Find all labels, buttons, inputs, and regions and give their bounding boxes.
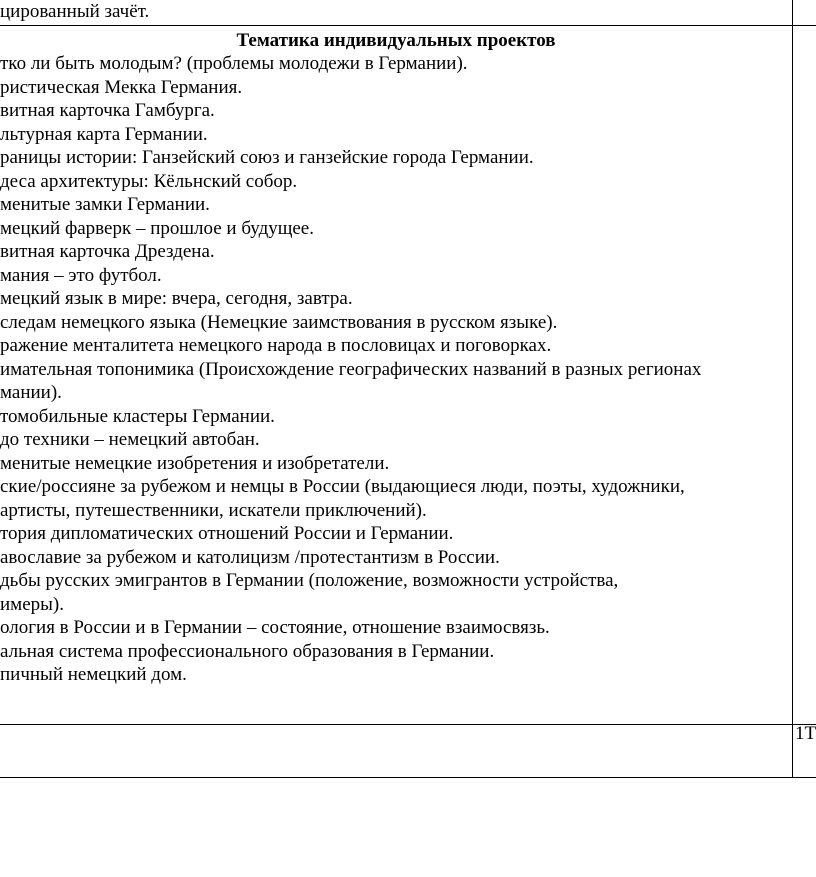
list-item: имеры). bbox=[0, 593, 64, 615]
list-item: дьбы русских эмигрантов в Германии (положение, возможности устройства, bbox=[0, 570, 619, 591]
list-item: витная карточка Гамбурга. bbox=[0, 100, 215, 121]
list-item: следам немецкого языка (Немецкие заимствования в русском языке). bbox=[0, 311, 558, 333]
list-item: пичный немецкий дом. bbox=[0, 664, 187, 685]
list-item: менитые немецкие изобретения и изобретатели. bbox=[0, 452, 390, 474]
list-item: томобильные кластеры Германии. bbox=[0, 405, 275, 427]
bottom-right-cell-text: 1Т bbox=[795, 723, 816, 744]
list-item: менитые замки Германии. bbox=[0, 194, 210, 215]
project-topic-list bbox=[0, 52, 792, 687]
list-item: мания – это футбол. bbox=[0, 264, 162, 286]
list-item: ристическая Мекка Германия. bbox=[0, 76, 243, 98]
list-item: ология в России и в Германии – состояние, отношение взаимосвязь. bbox=[0, 617, 550, 638]
list-item: авославие за рубежом и католицизм /протестантизм в России. bbox=[0, 546, 500, 568]
list-item: ражение менталитета немецкого народа в пословицах и поговорках. bbox=[0, 335, 552, 356]
list-item: витная карточка Дрездена. bbox=[0, 241, 215, 262]
list-item: мецкий язык в мире: вчера, сегодня, завтра. bbox=[0, 288, 353, 309]
list-item: ские/россияне за рубежом и немцы в России (выдающиеся люди, поэты, художники, bbox=[0, 476, 685, 497]
section-title: Тематика индивидуальных проектов bbox=[236, 30, 556, 51]
list-item: мании). bbox=[0, 382, 62, 403]
list-item: альная система профессионального образования в Германии. bbox=[0, 640, 495, 662]
list-item: тория дипломатических отношений России и Германии. bbox=[0, 523, 454, 544]
list-item: имательная топонимика (Происхождение географических названий в разных регионах bbox=[0, 358, 702, 380]
list-item: тко ли быть молодым? (проблемы молодежи в Германии). bbox=[0, 53, 468, 74]
list-item: до техники – немецкий автобан. bbox=[0, 429, 260, 450]
table-border-bottom bbox=[0, 777, 816, 778]
list-item: деса архитектуры: Кёльнский собор. bbox=[0, 170, 298, 192]
list-item: льтурная карта Германии. bbox=[0, 123, 208, 145]
top-row-text: цированный зачёт. bbox=[0, 1, 150, 22]
list-item: артисты, путешественники, искатели приключений). bbox=[0, 499, 427, 521]
table-border-column bbox=[792, 0, 793, 778]
list-item: раницы истории: Ганзейский союз и ганзейские города Германии. bbox=[0, 147, 534, 168]
table-border-top-row bbox=[0, 25, 816, 26]
list-item: мецкий фарверк – прошлое и будущее. bbox=[0, 217, 314, 239]
table-border-lower-row bbox=[0, 724, 816, 725]
